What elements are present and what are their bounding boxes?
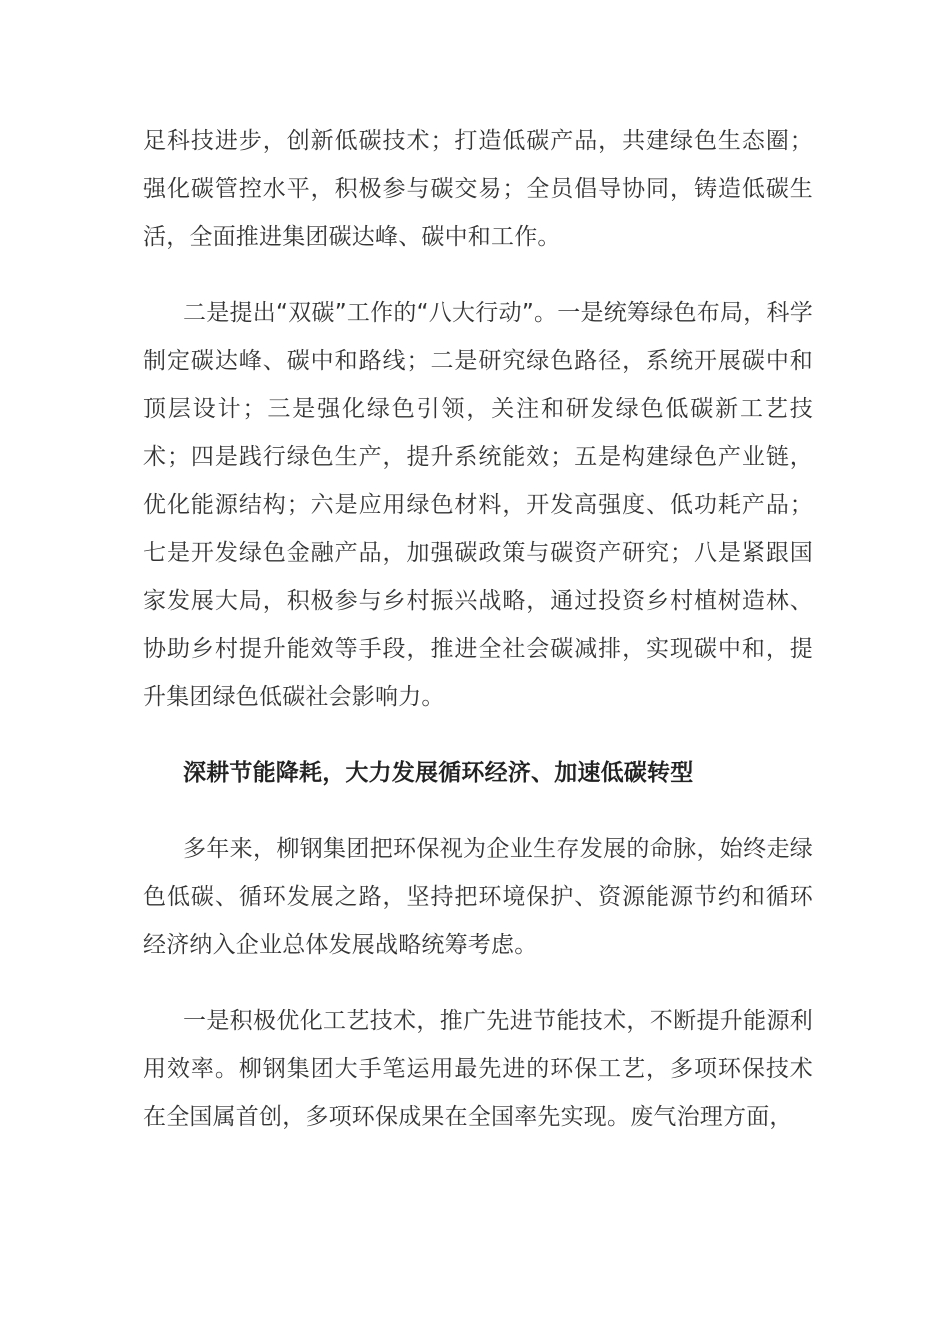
paragraph-environmental-strategy: 多年来，柳钢集团把环保视为企业生存发展的命脉，始终走绿色低碳、循环发展之路，坚持把环境保护、资源能源节约和循环经济纳入企业总体发展战略统筹考虑。 xyxy=(143,836,813,958)
paragraph-eight-actions: 二是提出“双碳”工作的“八大行动”。一是统筹绿色布局，科学制定碳达峰、碳中和路线；二是研究绿色路径，系统开展碳中和顶层设计；三是强化绿色引领，关注和研发绿色低碳新工艺技术；四是践行绿色生产，提升系统能效；五是构建绿色产业链，优化能源结构；六是应用绿色材料，开发高强度、低功耗产品；七是开发绿色金融产品，加强碳政策与碳资产研究；八是紧跟国家发展大局，积极参与乡村振兴战略，通过投资乡村植树造林、协助乡村提升能效等手段，推进全社会碳减排，实现碳中和，提升集团绿色低碳社会影响力。 xyxy=(143,300,813,710)
section-heading: 深耕节能降耗，大力发展循环经济、加速低碳转型 xyxy=(183,760,694,786)
paragraph-continued-intro: 足科技进步，创新低碳技术；打造低碳产品，共建绿色生态圈；强化碳管控水平，积极参与碳交易；全员倡导协同，铸造低碳生活，全面推进集团碳达峰、碳中和工作。 xyxy=(143,128,813,250)
paragraph-process-optimization: 一是积极优化工艺技术，推广先进节能技术，不断提升能源利用效率。柳钢集团大手笔运用最先进的环保工艺，多项环保技术在全国属首创，多项环保成果在全国率先实现。废气治理方面， xyxy=(143,1008,813,1130)
document-body xyxy=(143,117,813,1169)
